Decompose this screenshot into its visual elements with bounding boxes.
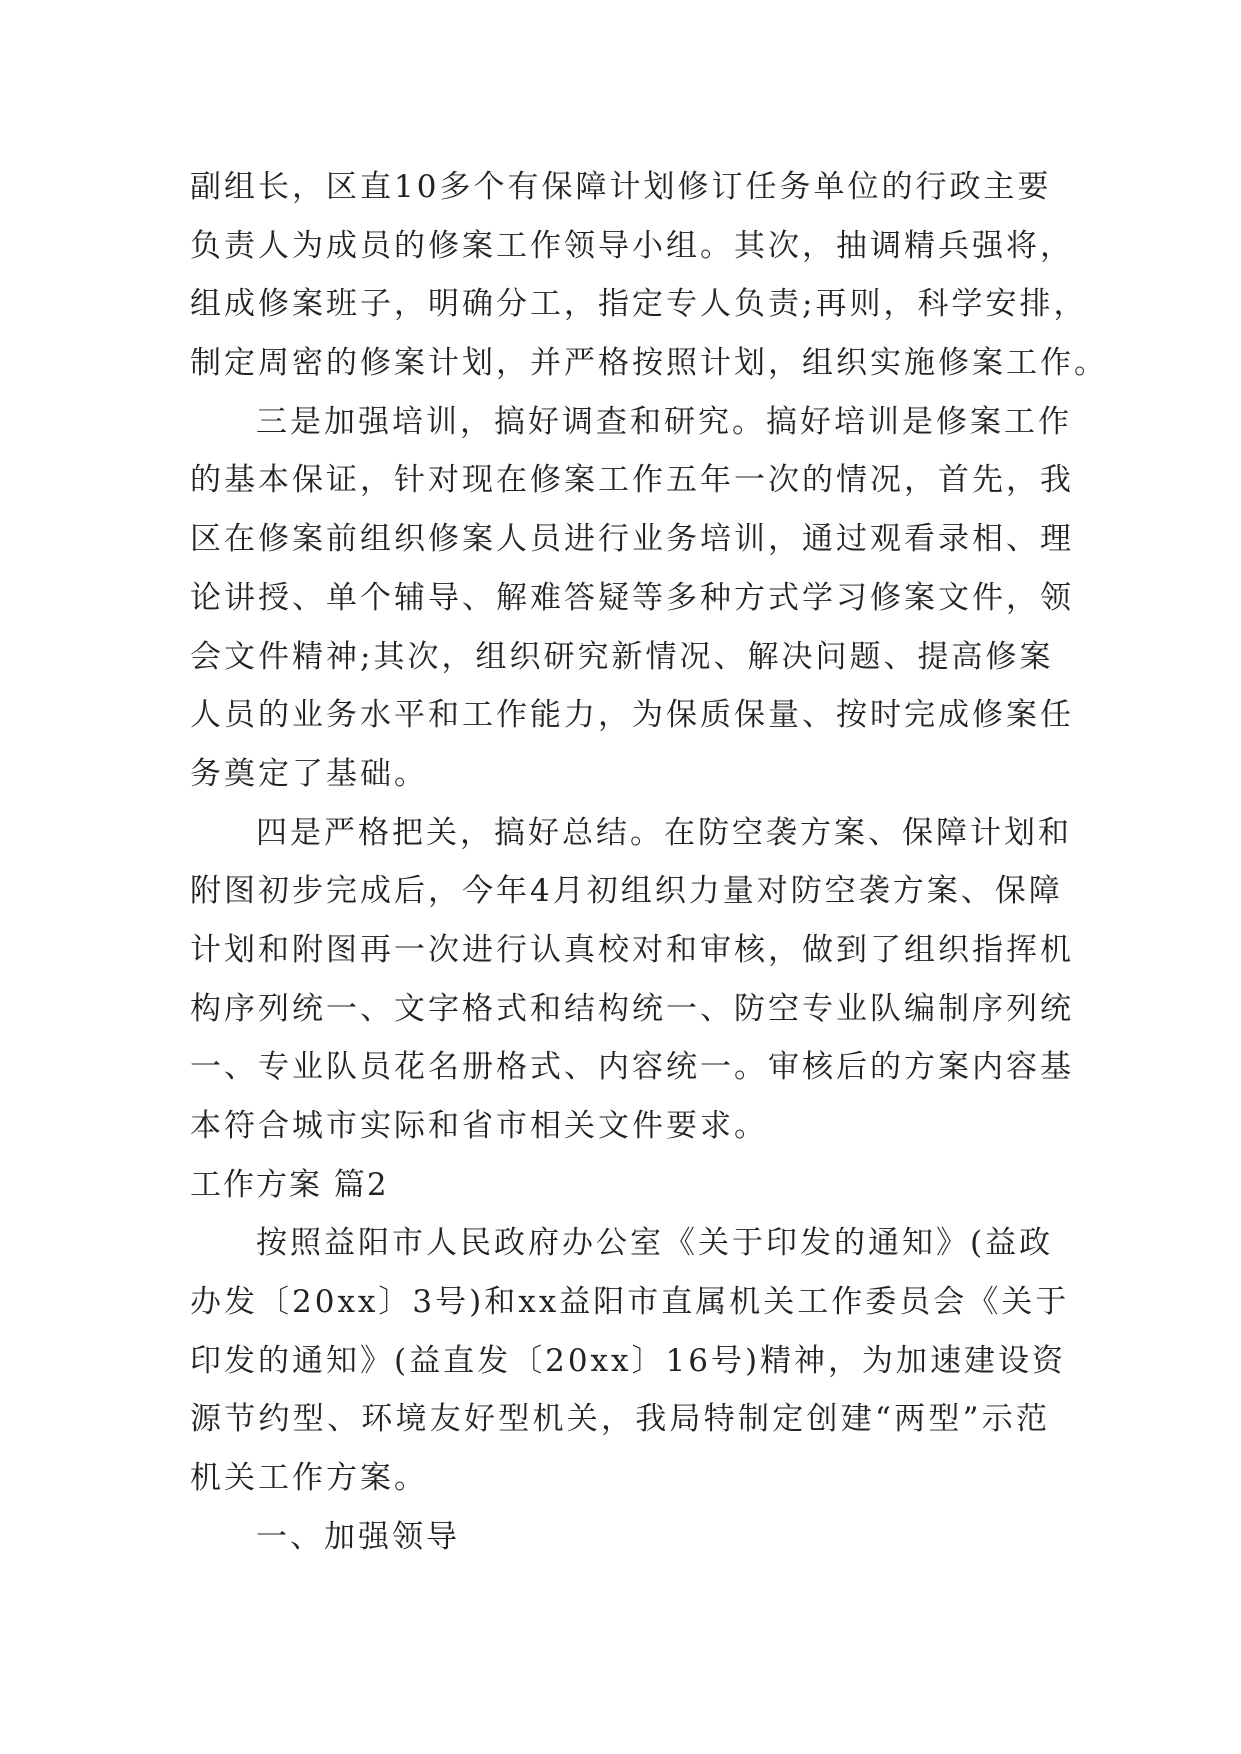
body-line: 会文件精神;其次，组织研究新情况、解决问题、提高修案 (190, 638, 1054, 675)
body-line: 构序列统一、文字格式和结构统一、防空专业队编制序列统 (190, 990, 1074, 1027)
body-line: 负责人为成员的修案工作领导小组。其次，抽调精兵强将， (190, 227, 1074, 264)
body-line: 源节约型、环境友好型机关，我局特制定创建“两型”示范 (190, 1401, 1050, 1438)
body-line: 印发的通知》(益直发〔20xx〕16号)精神，为加速建设资 (190, 1342, 1067, 1379)
body-line: 办发〔20xx〕3号)和xx益阳市直属机关工作委员会《关于 (190, 1284, 1070, 1321)
document-body (190, 158, 1108, 1567)
body-line: 一、专业队员花名册格式、内容统一。审核后的方案内容基 (190, 1049, 1074, 1086)
paragraph-first-line: 三是加强培训，搞好调查和研究。搞好培训是修案工作 (256, 403, 1072, 440)
body-line: 区在修案前组织修案人员进行业务培训，通过观看录相、理 (190, 521, 1074, 558)
body-line: 的基本保证，针对现在修案工作五年一次的情况，首先，我 (190, 462, 1074, 499)
body-line: 附图初步完成后，今年4月初组织力量对防空袭方案、保障 (190, 873, 1063, 910)
body-line: 组成修案班子，明确分工，指定专人负责;再则，科学安排， (190, 286, 1088, 323)
body-line: 计划和附图再一次进行认真校对和审核，做到了组织指挥机 (190, 931, 1074, 968)
paragraph-last-line: 务奠定了基础。 (190, 755, 428, 792)
paragraph-first-line: 按照益阳市人民政府办公室《关于印发的通知》(益政 (256, 1225, 1054, 1262)
paragraph-first-line: 四是严格把关，搞好总结。在防空袭方案、保障计划和 (256, 814, 1072, 851)
paragraph-last-line: 机关工作方案。 (190, 1460, 428, 1497)
body-line: 人员的业务水平和工作能力，为保质保量、按时完成修案任 (190, 697, 1074, 734)
paragraph-last-line: 本符合城市实际和省市相关文件要求。 (190, 1108, 768, 1144)
subsection-heading: 一、加强领导 (256, 1518, 460, 1555)
section-heading: 工作方案 篇2 (190, 1166, 389, 1203)
body-line: 论讲授、单个辅导、解难答疑等多种方式学习修案文件，领 (190, 579, 1074, 616)
body-line: 制定周密的修案计划，并严格按照计划，组织实施修案工作。 (190, 345, 1108, 382)
body-line: 副组长，区直10多个有保障计划修订任务单位的行政主要 (190, 169, 1052, 205)
